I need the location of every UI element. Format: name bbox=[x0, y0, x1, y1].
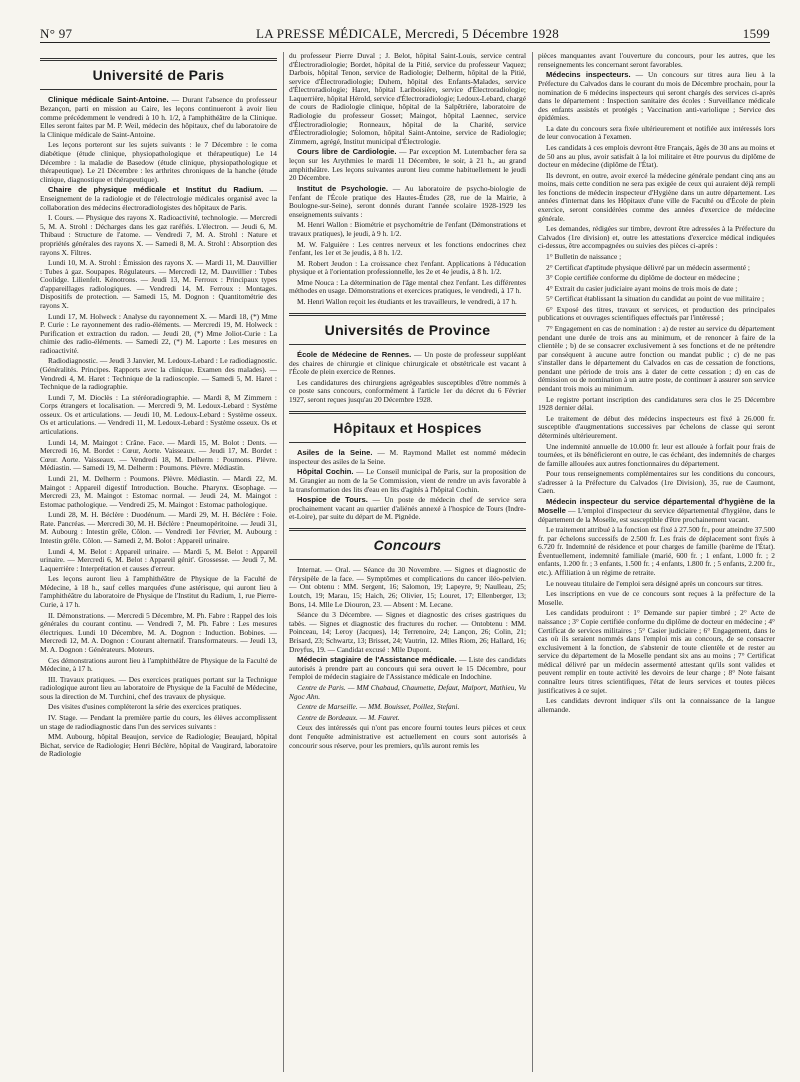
paragraph: La date du concours sera fixée ultérieurement et notifiée aux intéressés lors de leur convocation à l'examen. bbox=[538, 123, 775, 142]
paragraph: Centre de Bordeaux. — M. Fauret. bbox=[297, 712, 400, 722]
title-rule bbox=[289, 442, 526, 443]
column-3 bbox=[532, 52, 775, 1072]
section-rule bbox=[289, 313, 526, 316]
section-title-universite-paris: Université de Paris bbox=[92, 67, 225, 83]
paragraph: Une indemnité annuelle de 10.000 fr. leur est allouée à forfait pour frais de tournées, et ils bénéficieront en outre, le cas échéant, des indemnités de charges de famille allouées aux autres fonctionnaires du département. bbox=[538, 441, 775, 468]
paragraph: Les candidatures des chirurgiens agrégeables susceptibles d'être nommés à ce poste sans concours, conformément à l'article 1er du décret du 6 Février 1927, seront reçues jusqu'au 20 Décembre 1928. bbox=[289, 377, 526, 404]
list-item: 3° Copie certifiée conforme du diplôme de docteur en médecine ; bbox=[546, 273, 740, 283]
paragraph: Les candidats devront indiquer s'ils ont la connaissance de la langue allemande. bbox=[538, 696, 775, 714]
section-title-concours: Concours bbox=[373, 537, 442, 554]
paragraph: M. W. Falguière : Les centres nerveux et les fonctions endocrines chez l'enfant, les 1er et 3e jeudis, à 8 h. 1/2. bbox=[289, 239, 526, 258]
paragraph: Lundi 17, M. Holweck : Analyse du rayonnement X. — Mardi 18, (*) Mme P. Curie : Le rayonnement des radio-éléments. — Mercredi 19, M. Holweck : Purification et extraction du radon. — Jeudi 20, (*) Mme Joliot-Curie : La chimie des radio-éléments. — Samedi 22, (*) M. Laporte : Les mesures en radioactivité. bbox=[40, 311, 277, 355]
paragraph: Lundi 21, M. Delherm : Poumons. Plèvre. Médiastin. — Mardi 22, M. Maingot : Appareil digestif Introduction. Bouche. Pharynx. Œsophage. — Mercredi 23, M. Maingot : Estomac normal. — Jeudi 24, M. Maingot : Estomac pathologique. — Vendredi 25, M. Maingot : Estomac pathologique. bbox=[40, 473, 277, 509]
article-chaire-physique: Chaire de physique médicale et Institut du Radium. — Enseignement de la radiologie et de l'électrologie médicales organisé avec la collaboration des médecins électroradiologistes des hôpitaux de Paris. bbox=[40, 185, 277, 212]
paragraph: Lundi 14, M. Maingot : Crâne. Face. — Mardi 15, M. Bolot : Dents. — Mercredi 16, M. Bordet : Cœur, Aorte. Vaisseaux. — Jeudi 17, M. Bordet : Cœur. Aorte. Vaisseaux. — Vendredi 18, M. Delherm : Poumons. Plèvre. Médiastin. — Samedi 19, M. Delherm : Poumons. Plèvre. Médiastin. bbox=[40, 437, 277, 473]
paragraph: IV. Stage. — Pendant la première partie du cours, les élèves accomplissent un stage de radiodiagnostic dans l'un des services suivants : bbox=[40, 712, 277, 731]
paragraph: Le registre portant inscription des candidatures sera clos le 25 Décembre 1928 dernier délai. bbox=[538, 394, 775, 413]
paragraph: Les candidats à ces emplois devront être Français, âgés de 30 ans au moins et de 50 ans au plus, avoir satisfait à la loi militaire et être pourvus du diplôme de docteur en médecine (diplôme de l'État). bbox=[538, 143, 775, 170]
article-medecin-stagiaire: Médecin stagiaire de l'Assistance médicale. — Liste des candidats autorisés à prendre part au concours qui sera ouvert le 15 Décembre, pour l'emploi de médecin stagiaire de l'Assistance médicale en Indochine. bbox=[289, 655, 526, 682]
list-item: 6° Exposé des titres, travaux et services, et production des principales publications et ouvrages scientifiques effectués par l'intéressé ; bbox=[538, 304, 775, 323]
article-clinique-saint-antoine: Clinique médicale Saint-Antoine. — Durant l'absence du professeur Bezançon, parti en mission au Caire, les leçons continueront à avoir lieu comme précédemment le vendredi à 10 h. 1/2, à l'amphithéâtre de la Clinique. Elles seront faites par M. P. Weil, médecin des hôpitaux, chef du laboratoire de la Clinique médicale de Saint-Antoine. bbox=[40, 95, 277, 139]
section-title-hopitaux: Hôpitaux et Hospices bbox=[333, 419, 482, 436]
paragraph: Les candidats produiront : 1° Demande sur papier timbré ; 2° Acte de naissance ; 3° Copie certifiée conforme du diplôme de docteur en médecine ; 4° Certificat de services militaires ; 5° Casier judiciaire ; 6° Engagement, dans le cas où ils seraient nommés dans l'emploi mis au concours, de se consacrer exclusivement à la fonction, de s'abstenir de toute clientèle et de rester au service du département de la Moselle pendant six ans au moins ; 7° Certificat médical délivré par un médecin assermenté attestant qu'ils sont valides et peuvent remplir en toute activité les devoirs de leur charge ; 8° Note faisant connaître leurs titres scientifiques, l'état de leurs services et toutes pièces justificatives à ce sujet. bbox=[538, 608, 775, 695]
paragraph: Centre de Marseille. — MM. Bouisset, Poillez, Stefani. bbox=[297, 702, 460, 712]
column-1 bbox=[40, 52, 277, 1072]
top-rule bbox=[40, 58, 277, 61]
paragraph: Pour tous renseignements complémentaires sur les conditions du concours, s'adresser à la Préfecture du Calvados (1re Division), 35, rue de Caumont, Caen. bbox=[538, 469, 775, 496]
folio: 1599 bbox=[742, 26, 770, 41]
paragraph: Le nouveau titulaire de l'emploi sera désigné après un concours sur titres. bbox=[546, 578, 763, 588]
paragraph: Lundi 28, M. H. Béclère : Duodénum. — Mardi 29, M. H. Béclère : Foie. Rate. Pancréas. — Mercredi 30, M. H. Béclère : Pneumopéritoine. — Jeudi 31, M. Aubourg : Intestin grêle, Côlon. — Vendredi 1er Février, M. Aubourg : Intestin grêle. Côlon. — Samedi 2, M. Bolot : Appareil urinaire. bbox=[40, 510, 277, 545]
section-rule bbox=[289, 528, 526, 531]
article-medecins-inspecteurs: Médecins inspecteurs. — Un concours sur titres aura lieu à la Préfecture du Calvados dans le courant du mois de Décembre prochain, pour la nomination de 6 médecins inspecteurs qui seront chargés des services ci-après dans le département : Inspection sanitaire des écoles : Surveillance médicale des enfants assistés et protégés ; Vaccination anti-variolique ; Service des épidémies. bbox=[538, 70, 775, 123]
paragraph: M. Henri Wallon : Biométrie et psychométrie de l'enfant (Démonstrations et travaux pratiques), le jeudi, à 9 h. 1/2. bbox=[289, 220, 526, 238]
article-hospice-tours: Hospice de Tours. — Un poste de médecin chef de service sera prochainement vacant au quartier d'aliénés annexé à l'hospice de Tours (Indre-et-Loire), par suite du départ de M. Pignède. bbox=[289, 495, 526, 522]
list-item: 2° Certificat d'aptitude physique délivré par un médecin assermenté ; bbox=[546, 262, 750, 272]
paragraph: Séance du 3 Décembre. — Signes et diagnostic des crises gastriques du tabès. — Signes et diagnostic des fractures du rocher. — Ontobtenu : MM. Poinceau, 14; Leroy (Jacques), 14; Terrenoire, 24; Lançon, 26; Colin, 21; Brisard, 23; Schwartz, 13; Brisset, 24; Vautrin, 12. Mlles Riom, 26; Hallard, 16; Dreyfus, 19. — Candidat excusé : Mlle Dupont. bbox=[289, 610, 526, 654]
paragraph: Centre de Paris. — MM Chabaud, Chaumette, Defaut, Malport, Mathieu, Vu Ngoc Ahn. bbox=[289, 683, 526, 701]
section-title-universites-province: Universités de Province bbox=[324, 321, 491, 338]
paragraph: II. Démonstrations. — Mercredi 5 Décembre, M. Ph. Fabre : Rappel des lois générales du courant continu. — Vendredi 7, M. Ph. Fabre : Les mesures électriques. Lundi 10 Décembre, M. A. Dognon : Induction. Bobines. — Mercredi 12, M. A. Dognon : Courant alternatif. Transformateurs. — Jeudi 13, M. A. Dognon : Générateurs. Moteurs. bbox=[40, 610, 277, 654]
article-psychologie: Institut de Psychologie. — Au laboratoire de psycho-biologie de l'enfant de l'École pratique des Hautes-Études (28, rue de la Mairie, à Boulogne-sur-Seine), seront donnés durant l'année scolaire 1928-1929 les enseignements suivants : bbox=[289, 183, 526, 219]
page-number: N° 97 bbox=[40, 26, 73, 41]
paragraph: Les demandes, rédigées sur timbre, devront être adressées à la Préfecture du Calvados (1re division) et, outre les attestations d'exercice médical indiquées ci-dessus, être accompagnées ou suivies des pièces ci-après : bbox=[538, 224, 775, 251]
column-2 bbox=[283, 52, 526, 1072]
paragraph: Ces démonstrations auront lieu à l'amphithéâtre de Physique de la Faculté de Médecine, à 17 h. bbox=[40, 655, 277, 674]
list-item: 5° Certificat établissant la situation du candidat au point de vue militaire ; bbox=[546, 294, 765, 304]
title-rule bbox=[289, 559, 526, 560]
article-rennes: École de Médecine de Rennes. — Un poste de professeur suppléant des chaires de chirurgie et clinique chirurgicale et obstétricale est vacant à l'École de plein exercice de Rennes. bbox=[289, 349, 526, 377]
paragraph: I. Cours. — Physique des rayons X. Radioactivité, technologie. — Mercredi 5, M. A. Strohl : Décharges dans les gaz raréfiés. L'électron. — Jeudi 6, M. Thibaud : Structure de l'atome. — Vendredi 7, M. A. Strohl : Nature et propriétés générales des rayons X. — Samedi 8, M. A. Strohl : Absorption des rayons X. Filtres. bbox=[40, 213, 277, 257]
paragraph: Des visites d'usines compléteront la série des exercices pratiques. bbox=[48, 702, 242, 712]
paragraph: Les inscriptions en vue de ce concours sont reçues à la préfecture de la Moselle. bbox=[538, 589, 775, 607]
paragraph: Radiodiagnostic. — Jeudi 3 Janvier, M. Ledoux-Lebard : Le radiodiagnostic. (Généralités. Principes. Rapports avec la clinique. Examen des malades). — Vendredi 4, M. Haret : Technique de la radioscopie. — Samedi 5, M. Haret : Technique de la radiographie. bbox=[40, 356, 277, 392]
article-cardiologie: Cours libre de Cardiologie. — Par exception M. Lutembacher fera sa leçon sur les Arythmies le mardi 11 Décembre, le soir, à 21 h., au grand amphithéâtre. Les leçons suivantes auront lieu comme habituellement le jeudi 20 Décembre. bbox=[289, 147, 526, 183]
article-moselle: Médecin inspecteur du service départemental d'hygiène de la Moselle — L'emploi d'inspecteur du service départemental d'hygiène, dans le département de la Moselle, est susceptible d'être prochainement vacant. bbox=[538, 496, 775, 524]
title-rule bbox=[289, 344, 526, 345]
article-hopital-cochin: Hôpital Cochin. — Le Conseil municipal de Paris, sur la proposition de M. Grangier au nom de la 5e Commission, vient de rendre un avis favorable à la transformation des lits d'eau en lits d'agités à l'hôpital Cochin. bbox=[289, 467, 526, 494]
article-asiles-seine: Asiles de la Seine. — M. Raymond Mallet est nommé médecin inspecteur des asiles de la Seine. bbox=[289, 447, 526, 466]
paragraph: Lundi 10, M. A. Strohl : Émission des rayons X. — Mardi 11, M. Dauvillier : Tubes à gaz. Soupapes. Régulateurs. — Mercredi 12, M. Dauvillier : Tubes Coolidge. Lilienfelt. Kénotrons. — Jeudi 13, M. Ferroux : Principaux types d'appareillages radiologiques. — Vendredi 14, M. Ferroux : Montages. Dispositifs de protection. — Samedi 15, M. Dognon : Quantitométrie des rayons X. bbox=[40, 258, 277, 310]
paragraph: Ceux des intéressés qui n'ont pas encore fourni toutes leurs pièces et ceux dont l'enquête administrative est actuellement en cours sont autorisés à concourir sous réserve, pour les premiers, qu'ils auront remis les bbox=[289, 723, 526, 750]
paragraph: Ils devront, en outre, avoir exercé la médecine générale pendant cinq ans au moins, mais cette condition ne sera pas exigée de ceux qui auraient déjà rempli les fonctions de médecin inspecteur d'Hygiène dans un autre département. Les années d'internat dans les Hôpitaux d'une ville de Faculté ou d'École de plein exercice, seront considérées comme des années d'exercice de médecine générale. bbox=[538, 170, 775, 223]
paragraph: M. Henri Wallon reçoit les étudiants et les travailleurs, le vendredi, à 17 h. bbox=[297, 297, 517, 307]
paragraph: MM. Aubourg, hôpital Beaujon, service de Radiologie; Beaujard, hôpital Bichat, service de Radiologie; Henri Béclère, hôpital de Vaugirard, laboratoire de Radiologie bbox=[40, 732, 277, 759]
title-rule bbox=[40, 89, 277, 90]
paragraph: Le traitement de début des médecins inspecteurs est fixé à 26.000 fr. susceptible d'augmentations successives par échelons de classe qui seront déterminés ultérieurement. bbox=[538, 413, 775, 440]
paragraph: pièces manquantes avant l'ouverture du concours, pour les autres, que les renseignements les concernant seront favorables. bbox=[538, 52, 775, 69]
paragraph: Le traitement attribué à la fonction est fixé à 27.500 fr., pour atteindre 37.500 fr. par échelons successifs de 2.500 fr. Les frais de déplacement sont fixés à 6.720 fr. Indemnité de résidence et pour charges de famille (barème de l'État). Éventuellement, indemnité familiale (marié, 600 fr. ; 1 enfant, 1.000 fr. ; 2 enfants, 1.200 fr. ; 3 enfants, 1.500 fr. ; 4 enfants, 1.800 fr. ; 5 enfants, 2.200 fr., etc.). Affiliation à un régime de retraite. bbox=[538, 525, 775, 578]
running-header bbox=[40, 20, 770, 43]
paragraph: III. Travaux pratiques. — Des exercices pratiques portant sur la Technique radiologique auront lieu au laboratoire de Physique de la Faculté de Médecine, sous la direction de M. Turchini, chef des travaux de physique. bbox=[40, 674, 277, 701]
paragraph: Mme Nouca : La détermination de l'âge mental chez l'enfant. Les différentes méthodes en usage. Démonstrations et exercices pratiques, le vendredi, à 17 h. bbox=[289, 277, 526, 296]
paragraph: Les leçons auront lieu à l'amphithéâtre de Physique de la Faculté de Médecine, à 18 h., sauf celles marquées d'une astérisque, qui auront lieu à l'amphithéâtre du laboratoire de Physique de l'Institut du Radium, 1, rue Pierre-Curie, à 17 h. bbox=[40, 574, 277, 610]
list-item: 1° Bulletin de naissance ; bbox=[546, 251, 622, 261]
paragraph: M. Robert Jeudon : La croissance chez l'enfant. Applications à l'éducation physique et à l'orientation professionnelle, les 2e et 4e jeudis, à 8 h. 1/2. bbox=[289, 258, 526, 277]
paragraph: Les leçons porteront sur les sujets suivants : le 7 Décembre : le coma diabétique (étude clinique, physiopathologique et thérapeutique) Le 14 Décembre : la maladie de Basedow (étude clinique, physiopathologique et thérapeutique). Le 21 Décembre : les arthrites chroniques de la hanche (étude clinique, diagnostique et thérapeutique). bbox=[40, 140, 277, 184]
columns bbox=[40, 52, 775, 1072]
section-rule bbox=[289, 411, 526, 414]
list-item: 7° Engagement en cas de nomination : a) de rester au service du département pendant une durée de trois ans au minimum, et de renoncer à faire de la clientèle ; b) de se consacrer exclusivement à ses fonctions et de ne prétendre par conséquent à aucune autre fonction ou mandat public ; c) de ne pas s'installer dans le département du Calvados en cas de cessation de fonctions, pendant une période de trois ans à dater de cette cessation ; d) en cas de démission ou de nomination à un autre poste, de continuer à assurer son service pendant trois mois au minimum. bbox=[538, 323, 775, 394]
list-item: 4° Extrait du casier judiciaire ayant moins de trois mois de date ; bbox=[546, 283, 738, 293]
paragraph: Lundi 4, M. Belot : Appareil urinaire. — Mardi 5, M. Belot : Appareil urinaire. — Mercredi 6, M. Belot : Appareil génit'. Grossesse. — Jeudi 7, M. Laquerrière : Interprétation et causes d'erreur. bbox=[40, 546, 277, 573]
paragraph: Lundi 7, M. Dioclès : La stéréoradiographie. — Mardi 8, M Zimmern : Corps étrangers et localisation. — Mercredi 9, M. Ledoux-Lebard : Système osseux. Os et articulations. — Jeudi 10, M. Ledoux-Lebard : Système osseux. Os et articulations. — Vendredi 11, M. Ledoux-Lebard : Système osseux. Os et articulations. bbox=[40, 392, 277, 437]
paragraph: du professeur Pierre Duval ; J. Belot, hôpital Saint-Louis, service central d'Électroradiologie; Bordet, hôpital de la Pitié, service du professeur Vaquez; Darbois, hôpital Tenon, service de Radiologie; Delherm, hôpital de la Pitié, service d'Électroradiologie; Duhem, hôpital des Enfants-Malades, service d'Électroradiologie; Haret, hôpital Lariboisière, service d'Électroradiologie; Laquerrière, hôpital Hérold, service d'Électroradiologie; Ledoux-Lebard, chargé de cours de Radiologie clinique, hôpital de la Salpêtrière, laboratoire de Radiologie du professeur Gosset; Maingot, hôpital Laennec, service d'Électroradiologie; Ronneaux, hôpital de la Charité, service d'Électroradiologie; Solomon, hôpital Saint-Antoine, service de Radiologie; Zimmern, agrégé, Institut municipal d'Électrologie. bbox=[289, 52, 526, 146]
masthead: LA PRESSE MÉDICALE, Mercredi, 5 Décembre 1928 bbox=[256, 26, 560, 41]
paragraph: Internat. — Oral. — Séance du 30 Novembre. — Signes et diagnostic de l'érysipèle de la face. — Symptômes et complications du cancer iléo-pelvien. — Ont obtenu : MM. Sergent, 16; Salomon, 19; Lapeyre, 9; Naulleau, 25; Loutch, 19; Marau, 15; Haich, 26; Olivier, 15; Louret, 17; Ellenberger, 13; Bons, 14. Mlle Le Diouron, 23. — Absent : M. Lecane. bbox=[289, 565, 526, 609]
